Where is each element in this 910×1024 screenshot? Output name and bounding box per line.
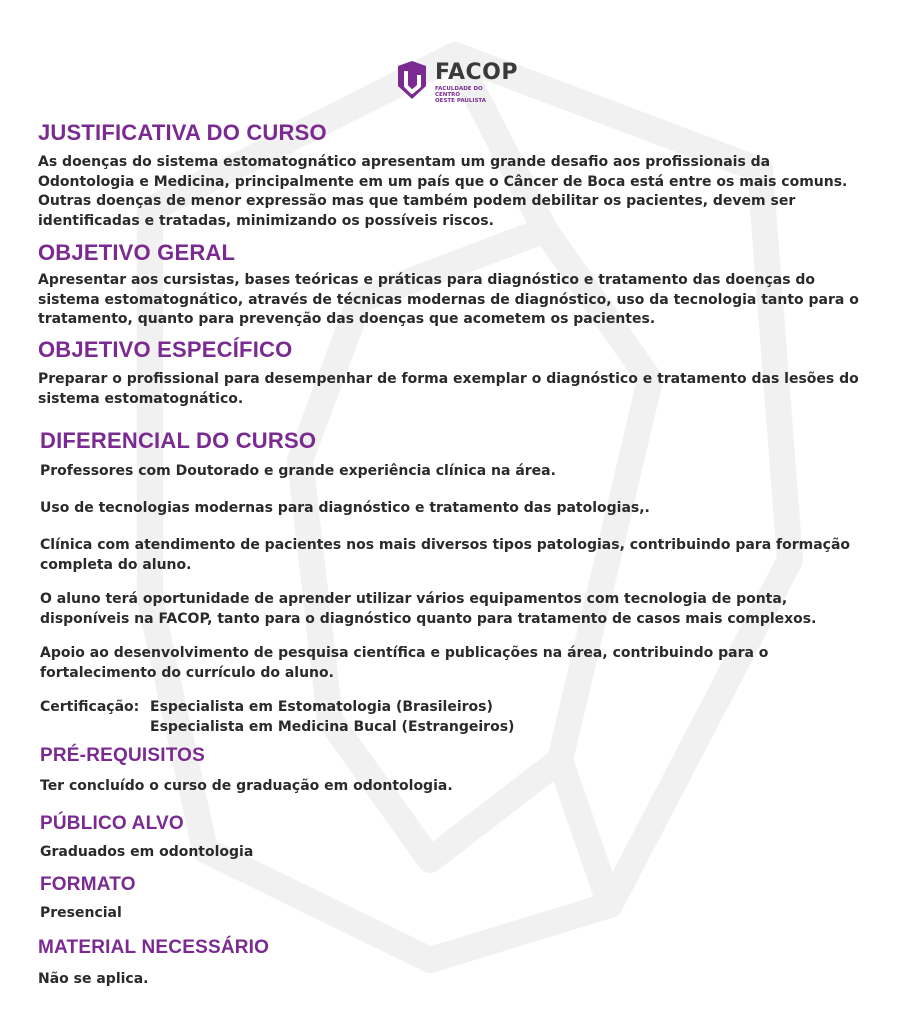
heading-formato: FORMATO	[40, 874, 136, 895]
paragraph-diferencial-4	[40, 590, 816, 629]
text-line: Clínica com atendimento de pacientes nos mais diversos tipos patologias, contribuindo para formação	[40, 537, 851, 553]
paragraph-pre-requisitos: Ter concluído o curso de graduação em odontologia.	[40, 778, 453, 794]
certification-block	[40, 698, 514, 737]
heading-diferencial: DIFERENCIAL DO CURSO	[40, 428, 317, 453]
text-line: tratamento, quanto para prevenção das doenças que acometem os pacientes.	[38, 311, 656, 327]
paragraph-diferencial-1: Professores com Doutorado e grande experiência clínica na área.	[40, 463, 556, 479]
heading-pre-requisitos: PRÉ-REQUISITOS	[40, 745, 206, 766]
certification-value-2: Especialista em Medicina Bucal (Estrangeiros)	[150, 718, 515, 735]
text-line: Outras doenças de menor expressão mas que também podem debilitar os pacientes, devem ser	[38, 193, 796, 209]
paragraph-objetivo-especifico	[38, 370, 859, 409]
heading-objetivo-especifico: OBJETIVO ESPECÍFICO	[38, 337, 293, 362]
logo-subtitle-2: OESTE PAULISTA	[435, 98, 486, 104]
text-line: As doenças do sistema estomatognático apresentam um grande desafio aos profissionais da	[38, 154, 771, 170]
facop-logo-mark-icon	[395, 60, 429, 100]
certification-value-1: Especialista em Estomatologia (Brasileiros)	[150, 699, 493, 715]
text-line: completa do aluno.	[40, 556, 192, 573]
logo-subtitle-1: FACULDADE DO CENTRO	[435, 86, 483, 98]
paragraph-justificativa	[38, 153, 847, 231]
certification-label: Certificação:	[40, 699, 140, 715]
text-line: sistema estomatognático, através de técnicas modernas de diagnóstico, uso da tecnologia tanto para o	[38, 291, 859, 308]
paragraph-objetivo-geral	[38, 271, 859, 330]
heading-objetivo-geral: OBJETIVO GERAL	[38, 240, 236, 265]
text-line: Preparar o profissional para desempenhar de forma exemplar o diagnóstico e tratamento das lesões do	[38, 371, 859, 387]
text-line: O aluno terá oportunidade de aprender utilizar vários equipamentos com tecnologia de ponta,	[40, 591, 788, 607]
heading-publico-alvo: PÚBLICO ALVO	[40, 813, 184, 834]
paragraph-diferencial-2: Uso de tecnologias modernas para diagnóstico e tratamento das patologias,.	[40, 500, 650, 516]
text-line: identificadas e tratadas, minimizando os possíveis riscos.	[38, 212, 494, 229]
facop-logo	[395, 60, 518, 104]
paragraph-diferencial-3	[40, 536, 850, 575]
paragraph-publico-alvo: Graduados em odontologia	[40, 844, 254, 860]
text-line: sistema estomatognático.	[38, 390, 244, 407]
text-line: fortalecimento do currículo do aluno.	[40, 664, 334, 681]
text-line: Apoio ao desenvolvimento de pesquisa científica e publicações na área, contribuindo para o	[40, 645, 769, 661]
logo-name: FACOP	[435, 60, 519, 85]
text-line: disponíveis na FACOP, tanto para o diagnóstico quanto para tratamento de casos mais complexos.	[40, 610, 817, 627]
text-line: Odontologia e Medicina, principalmente em um país que o Câncer de Boca está entre os mais comuns.	[38, 173, 848, 190]
paragraph-material-necessario: Não se aplica.	[38, 971, 149, 987]
heading-material-necessario: MATERIAL NECESSÁRIO	[38, 937, 270, 958]
paragraph-diferencial-5	[40, 644, 768, 683]
heading-justificativa: JUSTIFICATIVA DO CURSO	[38, 120, 327, 145]
paragraph-formato: Presencial	[40, 905, 122, 921]
text-line: Apresentar aos cursistas, bases teóricas e práticas para diagnóstico e tratamento das doenças do	[38, 272, 816, 288]
